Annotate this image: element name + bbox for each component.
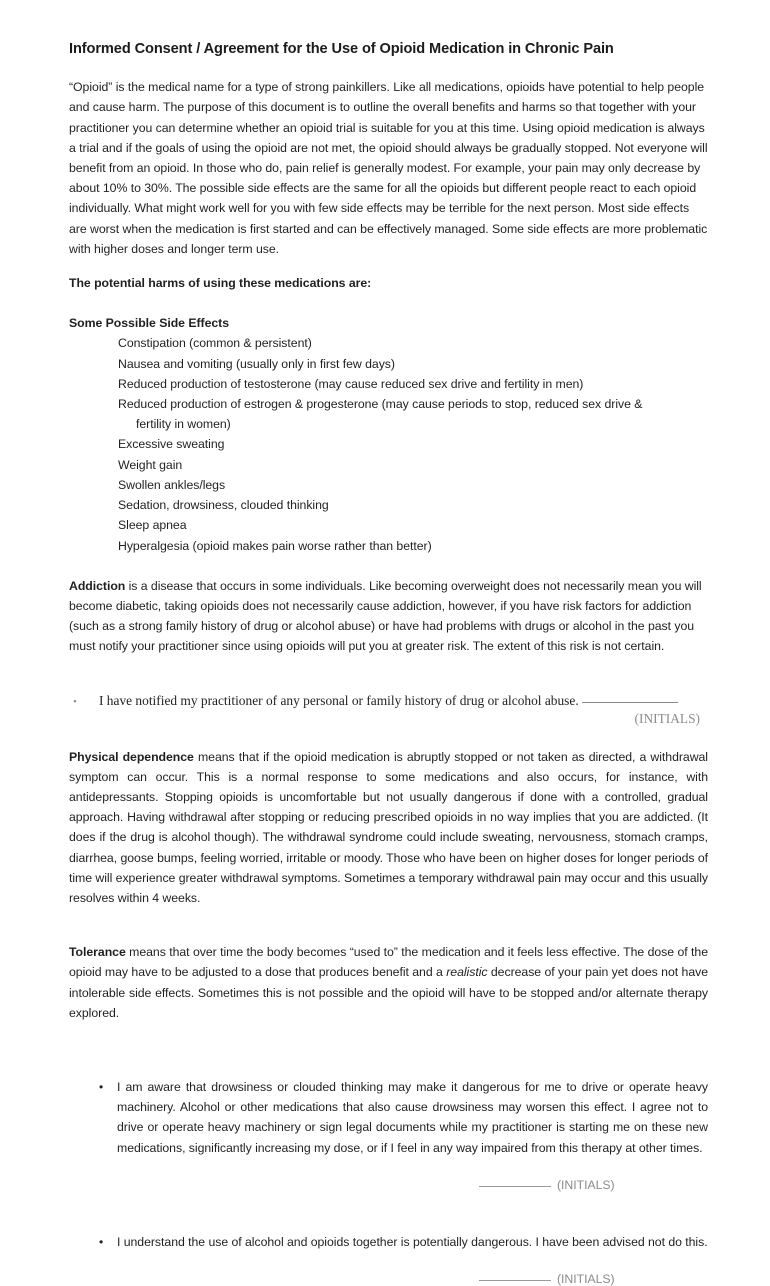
bullet-icon: • (99, 1234, 104, 1249)
initials-blank-2[interactable] (479, 1186, 551, 1187)
list-item: Sedation, drowsiness, clouded thinking (118, 498, 329, 513)
physical-dependence-text: means that if the opioid medication is abruptly stopped or not taken as directed, a withdrawal symptom can occur. This is a normal response to some medications and also occurs, for instance, with antidepressants. Stopping opioids is uncomfortable but not usually dangerous if done with a controlled, gradual approach. Having withdrawal after stopping or reducing prescribed opioids in no way implies that you are addicted. (It does if the drug is alcohol though). The withdrawal syndrome could include sweating, nervousness, stomach cramps, diarrhea, goose bumps, feeling worried, irritable or moody. Those who have been on higher doses for longer periods of time will experience greater withdrawal symptoms. Sometimes a temporary withdrawal pain may occur and this usually resolves within 4 weeks. (69, 749, 708, 905)
initials-label-3: (INITIALS) (557, 1271, 615, 1286)
list-item: Constipation (common & persistent) (118, 336, 312, 351)
list-item-line-1: Reduced production of estrogen & progesterone (may cause periods to stop, reduced sex drive & (118, 397, 643, 412)
tolerance-text-before: means that over time the body becomes “used to” the medication and it feels less effective. The dose of the opioid may have to be adjusted to a dose that produces benefit and a (69, 945, 708, 980)
spacer (69, 1252, 708, 1272)
spacer (69, 1037, 708, 1057)
list-item: Sleep apnea (118, 518, 187, 533)
spacer (69, 671, 708, 691)
spacer (69, 922, 708, 942)
attestation-item-2 (69, 1077, 708, 1158)
initials-label-2: (INITIALS) (557, 1177, 615, 1192)
bullet-icon: • (73, 695, 77, 708)
attestation-3-text: I understand the use of alcohol and opioids together is potentially dangerous. I have been advised not do this. (117, 1234, 708, 1249)
initials-blank-1[interactable] (582, 702, 678, 703)
side-effects-list (69, 333, 708, 555)
addiction-term: Addiction (69, 578, 126, 593)
list-item: Nausea and vomiting (usually only in first few days) (118, 356, 395, 371)
list-item: Reduced production of testosterone (may cause reduced sex drive and fertility in men) (118, 376, 584, 391)
tolerance-paragraph (69, 942, 708, 1023)
potential-harms-heading: The potential harms of using these medications are: (69, 276, 372, 291)
spacer (69, 1192, 708, 1212)
tolerance-italic-word: realistic (446, 965, 488, 980)
attestation-2-text: I am aware that drowsiness or clouded thinking may make it dangerous for me to drive or operate heavy machinery. Alcohol or other medications that also cause drowsiness may worsen this effect. I agree not to drive or operate heavy machinery or sign legal documents while my practitioner is starting me on these new medications, significantly increasing my dose, or if I feel in any way impaired from this therapy at other times. (117, 1079, 708, 1155)
intro-paragraph: “Opioid” is the medical name for a type of strong painkillers. Like all medications, opioids have potential to help people and cause harm. The purpose of this document is to outline the overall benefits and harms so that together with your practitioner you can determine whether an opioid trial is suitable for you at this time. Using opioid medication is always a trial and if the goals of using the opioid are not met, the opioid should always be gradually stopped. Not everyone will benefit from an opioid. In those who do, pain relief is generally modest. For example, your pain may only decrease by about 10% to 30%. The possible side effects are the same for all the opioids but different people react to each opioid individually. What might work well for you with few side effects may be terrible for the next person. Most side effects are worst when the medication is first started and can be effectively managed. Some side effects are more problematic with higher doses and longer term use. (69, 80, 708, 256)
spacer (69, 727, 708, 747)
spacer (69, 1158, 708, 1178)
list-item-line-2: fertility in women) (136, 417, 231, 432)
attestation-item-1 (69, 691, 708, 713)
attestation-1-label: I have notified my practitioner of any personal or family history of drug or alcohol abuse. (99, 692, 579, 708)
spacer (69, 293, 708, 313)
list-item: Hyperalgesia (opioid makes pain worse rather than better) (118, 538, 432, 553)
addiction-text: is a disease that occurs in some individuals. Like becoming overweight does not necessarily mean you will become diabetic, taking opioids does not necessarily cause addiction, however, if you have risk factors for addiction (such as a strong family history of drug or alcohol abuse) or have had problems with drugs or alcohol in the past you must notify your practitioner since using opioids will put you at greater risk. The extent of this risk is not certain. (69, 578, 702, 654)
tolerance-term: Tolerance (69, 945, 126, 960)
bullet-icon: • (99, 1079, 104, 1094)
initials-label-1: (INITIALS) (634, 710, 700, 726)
list-item (69, 394, 708, 434)
attestation-1-text (99, 691, 708, 713)
spacer (69, 1212, 708, 1232)
list-item: Weight gain (118, 457, 183, 472)
attestation-item-3 (69, 1232, 708, 1252)
physical-dependence-term: Physical dependence (69, 749, 194, 764)
initials-row-2 (479, 1178, 708, 1192)
tolerance-text-after: decrease of your pain yet does not have intolerable side effects. Sometimes this is not possible and the opioid will have to be stopped and/or alternate therapy explored. (69, 965, 708, 1020)
spacer (69, 1057, 708, 1077)
physical-dependence-paragraph (69, 747, 708, 909)
side-effects-heading: Some Possible Side Effects (69, 316, 229, 331)
addiction-paragraph (69, 576, 708, 657)
list-item: Swollen ankles/legs (118, 477, 226, 492)
page-title: Informed Consent / Agreement for the Use of Opioid Medication in Chronic Pain (69, 41, 614, 57)
initials-row-3 (479, 1272, 708, 1286)
initials-blank-3[interactable] (479, 1280, 551, 1281)
list-item: Excessive sweating (118, 437, 225, 452)
spacer (69, 556, 708, 576)
